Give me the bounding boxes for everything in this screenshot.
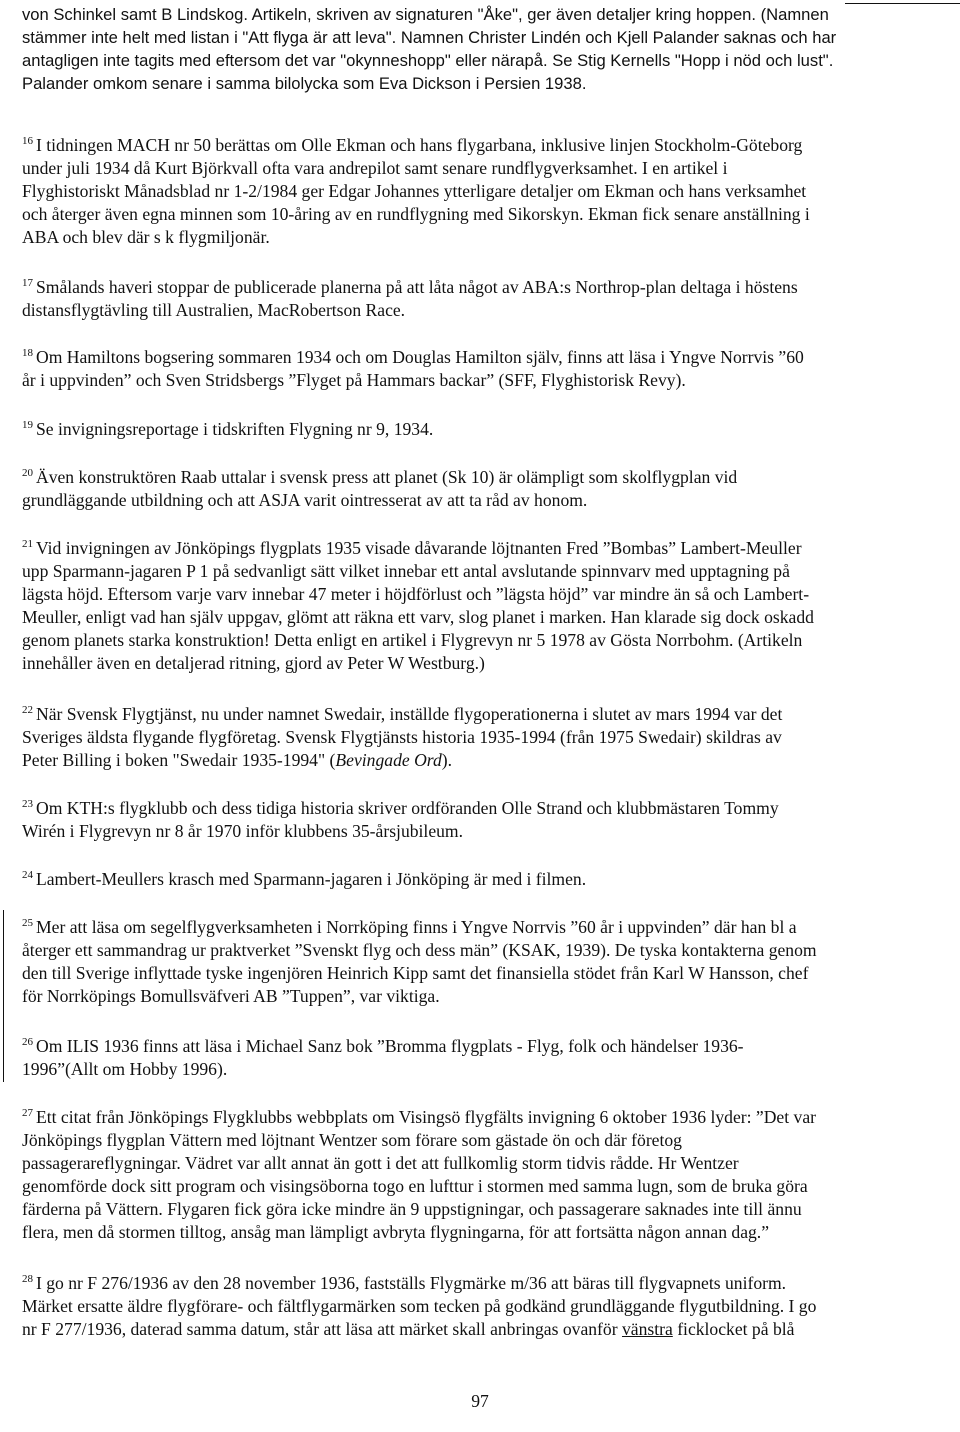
footnote-number: 21 xyxy=(22,538,33,550)
text-line: grundläggande utbildning och att ASJA varit ointresserat av att ta råd av honom. xyxy=(22,490,588,510)
text-line: under juli 1934 då Kurt Björkvall ofta vara andrepilot samt senare rundflygverksamhet. I en artikel i xyxy=(22,158,728,178)
text-line: antagligen inte tagits med eftersom det var "okynneshopp" eller näraрå. Se Stig Kernells "Hopp i nöd och lust". xyxy=(22,51,834,70)
footnote-number: 28 xyxy=(22,1273,33,1285)
text-line: Sveriges äldsta flygande flygföretag. Svensk Flygtjänsts historia 1935-1994 (från 1975 Swedair) skildras av xyxy=(22,727,782,747)
text-line: upp Sparmann-jagaren P 1 på sedvanligt sätt vilket innebar ett antal avslutande spinnvarv med upptagning på xyxy=(22,561,790,581)
text-line: Smålands haveri stoppar de publicerade planerna på att låta något av ABA:s Northrop-plan deltaga i höstens xyxy=(36,277,798,297)
footnote-number: 26 xyxy=(22,1036,33,1048)
footnote-15-continuation xyxy=(22,3,958,95)
text-line: Även konstruktören Raab uttalar i svensk press att planet (Sk 10) är olämpligt som skolflygplan vid xyxy=(36,467,738,487)
text-segment: nr F 277/1936, daterad samma datum, står att läsa att märket skall anbringas ovanför xyxy=(22,1319,622,1339)
footnote-22 xyxy=(22,703,958,772)
text-line: Jönköpings flygplan Vättern med löjtnant Wentzer som förare som gästade ön och där företog xyxy=(22,1130,682,1150)
text-line: Palander omkom senare i samma bilolycka som Eva Dickson i Persien 1938. xyxy=(22,74,587,93)
text-line: von Schinkel samt B Lindskog. Artikeln, skriven av signaturen "Åke", ger även detaljer kring hoppen. (Namnen xyxy=(22,5,829,24)
text-line: genom planets starka konstruktion! Detta enligt en artikel i Flygrevyn nr 5 1978 av Gösta Norrbohm. (Artikeln xyxy=(22,630,803,650)
text-line: Märket ersatte äldre flygförare- och fältflygarmärken som tecken på godkänd grundläggande flygutbildning. I go xyxy=(22,1296,817,1316)
text-line: Lambert-Meullers krasch med Sparmann-jagaren i Jönköping är med i filmen. xyxy=(36,869,587,889)
page-number: 97 xyxy=(471,1391,489,1411)
footnote-23 xyxy=(22,797,958,843)
text-line: Om KTH:s flygklubb och dess tidiga historia skriver ordföranden Olle Strand och klubbmästaren Tommy xyxy=(36,798,779,818)
footnote-26 xyxy=(22,1035,958,1081)
footnote-number: 18 xyxy=(22,347,33,359)
footnote-number: 16 xyxy=(22,135,33,147)
text-line: Ett citat från Jönköpings Flygklubbs webbplats om Visingsö flygfälts invigning 6 oktober 1936 lyder: ”Det var xyxy=(36,1107,816,1127)
footnote-21 xyxy=(22,537,958,675)
text-line: lägsta höjd. Eftersom varje varv innebar 47 meter i höjdförlust och ”lägsta höjd” var mindre än så och Lambert- xyxy=(22,584,810,604)
text-segment: Peter Billing i boken "Swedair 1935-1994" ( xyxy=(22,750,336,770)
text-line: Vid invigningen av Jönköpings flygplats 1935 visade dåvarande löjtnanten Fred ”Bombas” Lambert-Meuller xyxy=(36,538,802,558)
footnote-number: 19 xyxy=(22,419,33,431)
text-line: När Svensk Flygtjänst, nu under namnet Swedair, inställde flygoperationerna i slutet av mars 1994 var det xyxy=(36,704,783,724)
text-line: I tidningen MACH nr 50 berättas om Olle Ekman och hans flygarbana, inklusive linjen Stockholm-Göteborg xyxy=(36,135,803,155)
footnote-number: 24 xyxy=(22,869,33,881)
text-line: återger ett sammandrag ur praktverket ”Svenskt flyg och dess män” (KSAK, 1939). De tyska kontakterna genom xyxy=(22,940,817,960)
footnote-number: 17 xyxy=(22,277,33,289)
footnote-24 xyxy=(22,868,958,891)
text-line: stämmer inte helt med listan i "Att flyga är att leva". Namnen Christer Lindén och Kjell Palander saknas och har xyxy=(22,28,837,47)
footnote-25 xyxy=(22,916,958,1008)
text-line: genomförde dock sitt program och visingsöborna togo en lufttur i stormen med samma lugn, som de bruka göra xyxy=(22,1176,808,1196)
text-line: innehåller även en detaljerad ritning, gjord av Peter W Westburg.) xyxy=(22,653,485,673)
text-line: Flyghistoriskt Månadsblad nr 1-2/1984 ger Edgar Johannes ytterligare detaljer om Ekman och hans verksamhet xyxy=(22,181,807,201)
text-segment: ficklocket på blå xyxy=(672,1319,795,1339)
text-line: för Norrköpings Bomullsväfveri AB ”Tuppen”, var viktiga. xyxy=(22,986,440,1006)
text-segment: ). xyxy=(441,750,453,770)
footnote-number: 20 xyxy=(22,467,33,479)
footnote-number: 23 xyxy=(22,798,33,810)
text-line: den till Sverige inflyttade tyske ingenjören Heinrich Kipp samt det finansiella stödet från Karl W Hansson, chef xyxy=(22,963,809,983)
footnote-18 xyxy=(22,346,958,392)
text-line: Om Hamiltons bogsering sommaren 1934 och om Douglas Hamilton själv, finns att läsa i Yngve Norrvis ”60 xyxy=(36,347,804,367)
text-line: ABA och blev där s k flygmiljonär. xyxy=(22,227,270,247)
underlined-word: vänstra xyxy=(621,1319,673,1339)
text-line: Meuller, enligt vad han själv uppgav, glömt att räkna ett varv, slog planet i marken. Han klarade sig dock oskadd xyxy=(22,607,814,627)
text-line: Mer att läsa om segelflygverksamheten i Norrköping finns i Yngve Norrvis ”60 år i uppvinden” där han bl a xyxy=(36,917,797,937)
footnote-20 xyxy=(22,466,958,512)
revision-bar xyxy=(3,910,4,1082)
text-line: Se invigningsreportage i tidskriften Flygning nr 9, 1934. xyxy=(36,419,434,439)
footnote-27 xyxy=(22,1106,958,1244)
footnote-number: 22 xyxy=(22,704,33,716)
footnote-17 xyxy=(22,276,958,322)
footnote-number: 25 xyxy=(22,917,33,929)
footnote-28 xyxy=(22,1272,958,1341)
text-line: färderna på Vättern. Flygaren fick göra icke mindre än 9 uppstigningar, och passagerare saknades inte till ännu xyxy=(22,1199,802,1219)
text-line: Wirén i Flygrevyn nr 8 år 1970 inför klubbens 35-årsjubileum. xyxy=(22,821,464,841)
text-line: och återger även egna minnen som 10-åring av en rundflygning med Sikorskyn. Ekman fick senare anställning i xyxy=(22,204,810,224)
footnote-number: 27 xyxy=(22,1107,33,1119)
text-line: distansflygtävling till Australien, MacRobertson Race. xyxy=(22,300,406,320)
text-line: passagerareflygningar. Vädret var allt annat än gott i det att fullkomlig storm tidvis rådde. Hr Wentzer xyxy=(22,1153,739,1173)
text-line: 1996”(Allt om Hobby 1996). xyxy=(22,1059,228,1079)
italic-title: Bevingade Ord xyxy=(335,750,442,770)
text-line: år i uppvinden” och Sven Stridsbergs ”Flyget på Hammars backar” (SFF, Flyghistorisk Revy). xyxy=(22,370,686,390)
footnote-16 xyxy=(22,134,958,249)
text-line: I go nr F 276/1936 av den 28 november 1936, fastställs Flygmärke m/36 att bäras till flygvapnets uniform. xyxy=(36,1273,787,1293)
text-line: flera, men då stormen tilltog, ansåg man lämpligt avbryta flygningarna, för att fortsätta någon annan dag.” xyxy=(22,1222,770,1242)
footnote-19 xyxy=(22,418,958,441)
text-line: Om ILIS 1936 finns att läsa i Michael Sanz bok ”Bromma flygplats - Flyg, folk och händelser 1936- xyxy=(36,1036,744,1056)
